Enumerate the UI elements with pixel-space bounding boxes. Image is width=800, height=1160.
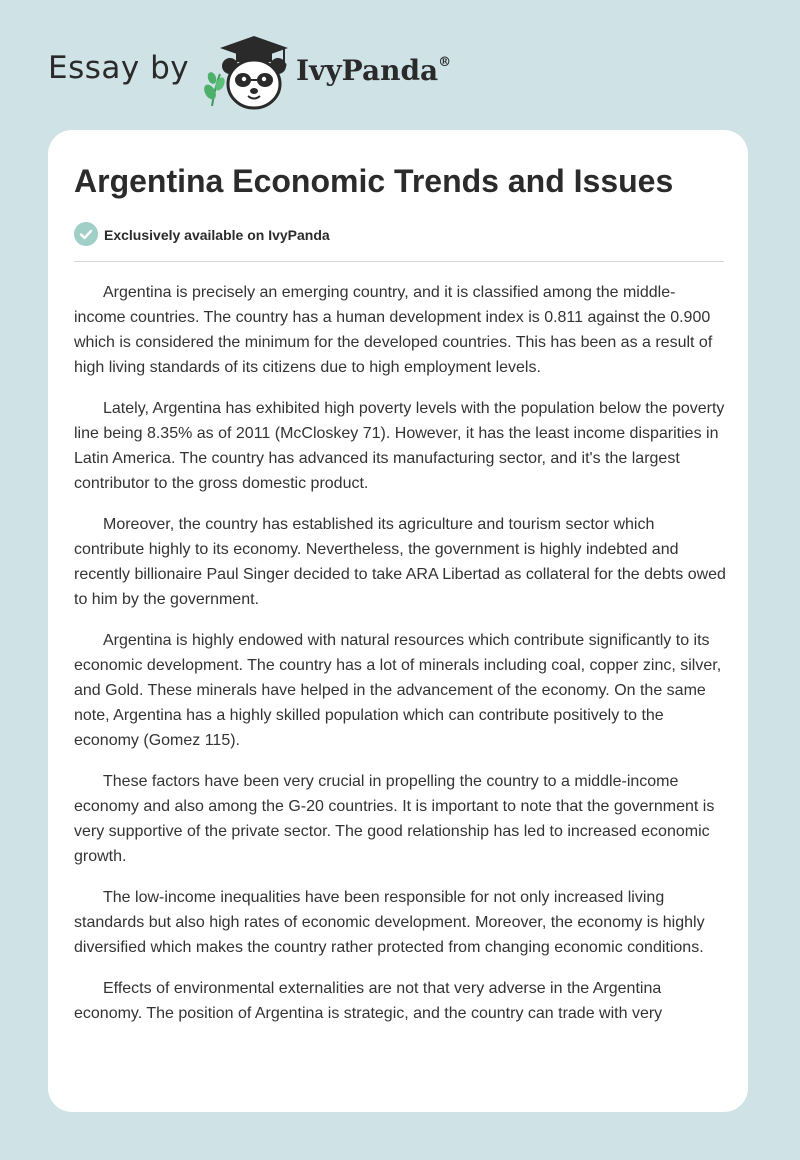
divider — [74, 261, 724, 262]
site-header — [0, 0, 800, 130]
paragraph: Effects of environmental externalities are not that very adverse in the Argentina economy. The position of Argentina is strategic, and the country can trade with very — [74, 980, 663, 1022]
panda-logo-icon[interactable] — [200, 34, 294, 112]
paragraph: The low-income inequalities have been responsible for not only increased living standards but also high rates of economic development. Moreover, the economy is highly diversified which makes the country rather protected from changing economic conditions. — [74, 889, 705, 956]
essay-body — [74, 280, 726, 1042]
paragraph: These factors have been very crucial in propelling the country to a middle-income economy and also among the G-20 countries. It is important to note that the government is very supportive of the private sector. The good relationship has led to increased economic growth. — [74, 773, 715, 865]
check-circle-icon — [74, 222, 98, 246]
paragraph: Moreover, the country has established its agriculture and tourism sector which contribute highly to its economy. Nevertheless, the government is highly indebted and recently billionaire Paul Singer decided to take ARA Libertad as collateral for the debts owed to him by the government. — [74, 516, 726, 608]
exclusive-label: Exclusively available on IvyPanda — [104, 227, 330, 243]
essay-card — [48, 130, 748, 1112]
paragraph: Lately, Argentina has exhibited high poverty levels with the population below the poverty line being 8.35% as of 2011 (McCloskey 71). However, it has the least income disparities in Latin America. The country has advanced its manufacturing sector, and it's the largest contributor to the gross domestic product. — [74, 400, 725, 492]
paragraph: Argentina is highly endowed with natural resources which contribute significantly to its economic development. The country has a lot of minerals including coal, copper zinc, silver, and Gold. These minerals have helped in the advancement of the economy. On the same note, Argentina has a highly skilled population which can contribute positively to the economy (Gomez 115). — [74, 632, 722, 749]
paragraph: Argentina is precisely an emerging country, and it is classified among the middle-income countries. The country has a human development index is 0.811 against the 0.900 which is considered the minimum for the developed countries. This has been as a result of high living standards of its citizens due to high employment levels. — [74, 284, 713, 376]
page-title: Argentina Economic Trends and Issues — [74, 163, 674, 199]
brand-name[interactable]: IvyPanda® — [296, 54, 452, 87]
essay-by-label: Essay by — [48, 50, 190, 86]
